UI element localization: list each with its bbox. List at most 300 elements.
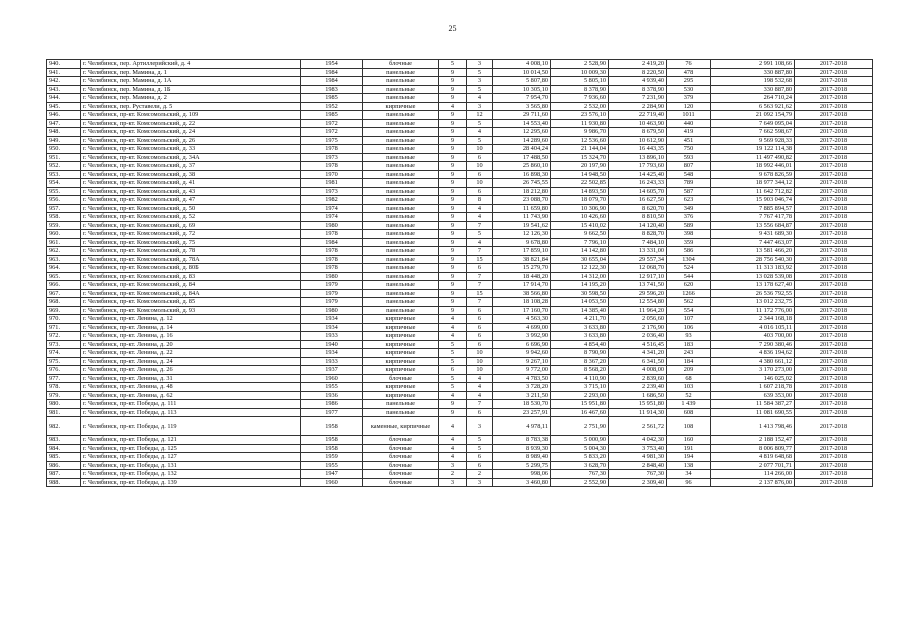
total-area-cell: 25 860,10 (493, 162, 551, 171)
floors-cell: 4 (439, 323, 467, 332)
cost-cell: 4 016 105,11 (711, 323, 795, 332)
address-cell: г. Челябинск, пр-кт. Комсомольский, д. 26 (81, 136, 301, 145)
year-built-cell: 1960 (301, 478, 363, 487)
entrances-cell: 10 (467, 179, 493, 188)
year-built-cell: 1980 (301, 272, 363, 281)
year-built-cell: 1984 (301, 77, 363, 86)
year-built-cell: 1933 (301, 332, 363, 341)
table-row (47, 179, 873, 188)
residential-area-cell: 4 981,30 (609, 453, 667, 462)
entrances-cell: 3 (467, 417, 493, 436)
wall-material-cell: панельные (363, 179, 439, 188)
residential-area-cell: 14 605,70 (609, 187, 667, 196)
residents-cell: 544 (667, 272, 711, 281)
entrances-cell: 5 (467, 68, 493, 77)
residential-area-cell: 29 596,20 (609, 289, 667, 298)
total-area-cell: 6 696,90 (493, 340, 551, 349)
living-area-cell: 14 053,50 (551, 298, 609, 307)
floors-cell: 4 (439, 444, 467, 453)
floors-cell: 4 (439, 332, 467, 341)
entrances-cell: 8 (467, 196, 493, 205)
wall-material-cell: панельные (363, 162, 439, 171)
residents-cell: 349 (667, 204, 711, 213)
living-area-cell: 23 576,10 (551, 111, 609, 120)
year-built-cell: 1985 (301, 111, 363, 120)
period-cell: 2017-2018 (795, 374, 873, 383)
floors-cell: 9 (439, 136, 467, 145)
year-built-cell: 1977 (301, 408, 363, 417)
year-built-cell: 1937 (301, 366, 363, 375)
living-area-cell: 2 552,90 (551, 478, 609, 487)
residential-area-cell: 4 042,30 (609, 436, 667, 445)
residents-cell: 398 (667, 230, 711, 239)
living-area-cell: 5 805,10 (551, 77, 609, 86)
residential-area-cell: 8 620,70 (609, 204, 667, 213)
table-row (47, 60, 873, 69)
living-area-cell: 3 633,80 (551, 332, 609, 341)
row-number: 940. (47, 60, 81, 69)
wall-material-cell: панельные (363, 306, 439, 315)
year-built-cell: 1934 (301, 315, 363, 324)
wall-material-cell: панельные (363, 77, 439, 86)
total-area-cell: 18 108,28 (493, 298, 551, 307)
table-row (47, 221, 873, 230)
residents-cell: 68 (667, 374, 711, 383)
residential-area-cell: 22 719,40 (609, 111, 667, 120)
period-cell: 2017-2018 (795, 247, 873, 256)
residents-cell: 451 (667, 136, 711, 145)
entrances-cell: 2 (467, 470, 493, 479)
table-row (47, 196, 873, 205)
cost-cell: 2 188 152,47 (711, 436, 795, 445)
residential-area-cell: 767,30 (609, 470, 667, 479)
living-area-cell: 5 000,90 (551, 436, 609, 445)
cost-cell: 11 497 490,82 (711, 153, 795, 162)
living-area-cell: 14 385,40 (551, 306, 609, 315)
cost-cell: 7 649 095,04 (711, 119, 795, 128)
year-built-cell: 1975 (301, 136, 363, 145)
entrances-cell: 10 (467, 145, 493, 154)
residents-cell: 52 (667, 391, 711, 400)
wall-material-cell: панельные (363, 111, 439, 120)
entrances-cell: 7 (467, 272, 493, 281)
row-number: 966. (47, 281, 81, 290)
total-area-cell: 4 978,11 (493, 417, 551, 436)
cost-cell: 1 413 798,46 (711, 417, 795, 436)
residential-area-cell: 2 284,90 (609, 102, 667, 111)
living-area-cell: 30 655,04 (551, 255, 609, 264)
wall-material-cell: блочные (363, 470, 439, 479)
row-number: 981. (47, 408, 81, 417)
cost-cell: 198 532,68 (711, 77, 795, 86)
year-built-cell: 1970 (301, 170, 363, 179)
address-cell: г. Челябинск, пр-кт. Комсомольский, д. 84А (81, 289, 301, 298)
living-area-cell: 14 312,00 (551, 272, 609, 281)
entrances-cell: 15 (467, 289, 493, 298)
wall-material-cell: панельные (363, 213, 439, 222)
wall-material-cell: кирпичные (363, 340, 439, 349)
period-cell: 2017-2018 (795, 349, 873, 358)
residential-area-cell: 12 068,70 (609, 264, 667, 273)
table-row (47, 391, 873, 400)
residential-area-cell: 2 036,40 (609, 332, 667, 341)
wall-material-cell: кирпичные (363, 102, 439, 111)
row-number: 948. (47, 128, 81, 137)
entrances-cell: 5 (467, 119, 493, 128)
address-cell: г. Челябинск, пер. Мамина, д. 1А (81, 77, 301, 86)
floors-cell: 9 (439, 230, 467, 239)
total-area-cell: 38 566,80 (493, 289, 551, 298)
cost-cell: 19 122 114,38 (711, 145, 795, 154)
table-row (47, 77, 873, 86)
address-cell: г. Челябинск, пр-кт. Комсомольский, д. 47 (81, 196, 301, 205)
table-row (47, 119, 873, 128)
row-number: 988. (47, 478, 81, 487)
address-cell: г. Челябинск, пр-кт. Комсомольский, д. 72 (81, 230, 301, 239)
table-row (47, 255, 873, 264)
year-built-cell: 1958 (301, 417, 363, 436)
residential-area-cell: 2 839,60 (609, 374, 667, 383)
wall-material-cell: панельные (363, 247, 439, 256)
residents-cell: 1 439 (667, 400, 711, 409)
floors-cell: 9 (439, 119, 467, 128)
floors-cell: 5 (439, 383, 467, 392)
cost-cell: 9 569 928,33 (711, 136, 795, 145)
residents-cell: 103 (667, 383, 711, 392)
period-cell: 2017-2018 (795, 68, 873, 77)
wall-material-cell: кирпичные (363, 366, 439, 375)
entrances-cell: 5 (467, 85, 493, 94)
row-number: 965. (47, 272, 81, 281)
row-number: 967. (47, 289, 81, 298)
cost-cell: 13 012 232,75 (711, 298, 795, 307)
year-built-cell: 1955 (301, 383, 363, 392)
period-cell: 2017-2018 (795, 391, 873, 400)
row-number: 962. (47, 247, 81, 256)
living-area-cell: 8 568,20 (551, 366, 609, 375)
total-area-cell: 8 783,38 (493, 436, 551, 445)
table-row (47, 340, 873, 349)
table-row (47, 366, 873, 375)
residents-cell: 138 (667, 461, 711, 470)
period-cell: 2017-2018 (795, 470, 873, 479)
table-row (47, 332, 873, 341)
residents-cell: 608 (667, 408, 711, 417)
wall-material-cell: панельные (363, 289, 439, 298)
row-number: 975. (47, 357, 81, 366)
floors-cell: 9 (439, 272, 467, 281)
total-area-cell: 17 488,50 (493, 153, 551, 162)
row-number: 953. (47, 170, 81, 179)
floors-cell: 5 (439, 60, 467, 69)
address-cell: г. Челябинск, пр-кт. Победы, д. 119 (81, 417, 301, 436)
total-area-cell: 19 541,62 (493, 221, 551, 230)
period-cell: 2017-2018 (795, 332, 873, 341)
living-area-cell: 22 502,85 (551, 179, 609, 188)
row-number: 955. (47, 187, 81, 196)
cost-cell: 13 556 684,87 (711, 221, 795, 230)
address-cell: г. Челябинск, пр-кт. Ленина, д. 62 (81, 391, 301, 400)
address-cell: г. Челябинск, пр-кт. Ленина, д. 31 (81, 374, 301, 383)
wall-material-cell: кирпичные (363, 332, 439, 341)
living-area-cell: 10 306,90 (551, 204, 609, 213)
row-number: 943. (47, 85, 81, 94)
floors-cell: 4 (439, 315, 467, 324)
living-area-cell: 9 986,70 (551, 128, 609, 137)
address-cell: г. Челябинск, пр-кт. Ленина, д. 14 (81, 323, 301, 332)
address-cell: г. Челябинск, пр-кт. Победы, д. 121 (81, 436, 301, 445)
address-cell: г. Челябинск, пр-кт. Комсомольский, д. 50 (81, 204, 301, 213)
entrances-cell: 10 (467, 349, 493, 358)
entrances-cell: 5 (467, 436, 493, 445)
cost-cell: 146 025,02 (711, 374, 795, 383)
address-cell: г. Челябинск, пр-кт. Победы, д. 111 (81, 400, 301, 409)
floors-cell: 9 (439, 221, 467, 230)
total-area-cell: 18 530,70 (493, 400, 551, 409)
residential-area-cell: 13 896,10 (609, 153, 667, 162)
cost-cell: 8 006 809,77 (711, 444, 795, 453)
living-area-cell: 4 110,90 (551, 374, 609, 383)
entrances-cell: 6 (467, 306, 493, 315)
entrances-cell: 6 (467, 323, 493, 332)
table-row (47, 461, 873, 470)
total-area-cell: 7 954,70 (493, 94, 551, 103)
row-number: 976. (47, 366, 81, 375)
address-cell: г. Челябинск, пр-кт. Комсомольский, д. 33 (81, 145, 301, 154)
period-cell: 2017-2018 (795, 417, 873, 436)
year-built-cell: 1936 (301, 391, 363, 400)
table-row (47, 444, 873, 453)
table-row (47, 272, 873, 281)
address-cell: г. Челябинск, пр-кт. Ленина, д. 24 (81, 357, 301, 366)
year-built-cell: 1933 (301, 357, 363, 366)
entrances-cell: 5 (467, 444, 493, 453)
entrances-cell: 3 (467, 77, 493, 86)
residential-area-cell: 12 554,80 (609, 298, 667, 307)
residents-cell: 376 (667, 213, 711, 222)
cost-cell: 11 584 387,27 (711, 400, 795, 409)
residential-area-cell: 14 120,40 (609, 221, 667, 230)
address-cell: г. Челябинск, пр-кт. Комсомольский, д. 34А (81, 153, 301, 162)
period-cell: 2017-2018 (795, 298, 873, 307)
entrances-cell: 15 (467, 255, 493, 264)
year-built-cell: 1978 (301, 162, 363, 171)
cost-cell: 264 710,24 (711, 94, 795, 103)
wall-material-cell: блочные (363, 60, 439, 69)
total-area-cell: 4 008,10 (493, 60, 551, 69)
entrances-cell: 10 (467, 162, 493, 171)
living-area-cell: 14 195,20 (551, 281, 609, 290)
address-cell: г. Челябинск, пр-кт. Комсомольский, д. 109 (81, 111, 301, 120)
total-area-cell: 3 992,90 (493, 332, 551, 341)
address-cell: г. Челябинск, пр-кт. Победы, д. 132 (81, 470, 301, 479)
address-cell: г. Челябинск, пр-кт. Комсомольский, д. 93 (81, 306, 301, 315)
entrances-cell: 6 (467, 461, 493, 470)
total-area-cell: 3 728,20 (493, 383, 551, 392)
table-row (47, 247, 873, 256)
floors-cell: 4 (439, 391, 467, 400)
year-built-cell: 1984 (301, 68, 363, 77)
period-cell: 2017-2018 (795, 255, 873, 264)
living-area-cell: 3 715,10 (551, 383, 609, 392)
residential-area-cell: 4 516,45 (609, 340, 667, 349)
cost-cell: 13 028 539,08 (711, 272, 795, 281)
total-area-cell: 4 563,30 (493, 315, 551, 324)
living-area-cell: 14 948,50 (551, 170, 609, 179)
residential-area-cell: 29 557,34 (609, 255, 667, 264)
wall-material-cell: кирпичные (363, 357, 439, 366)
period-cell: 2017-2018 (795, 461, 873, 470)
cost-cell: 114 266,00 (711, 470, 795, 479)
residents-cell: 419 (667, 128, 711, 137)
floors-cell: 5 (439, 349, 467, 358)
address-cell: г. Челябинск, пр-кт. Комсомольский, д. 22 (81, 119, 301, 128)
floors-cell: 9 (439, 85, 467, 94)
floors-cell: 9 (439, 196, 467, 205)
total-area-cell: 5 299,75 (493, 461, 551, 470)
cost-cell: 13 178 627,40 (711, 281, 795, 290)
period-cell: 2017-2018 (795, 272, 873, 281)
residents-cell: 34 (667, 470, 711, 479)
address-cell: г. Челябинск, пр-кт. Комсомольский, д. 78 (81, 247, 301, 256)
table-row (47, 417, 873, 436)
address-cell: г. Челябинск, пр-кт. Комсомольский, д. 80Б (81, 264, 301, 273)
address-cell: г. Челябинск, пр-кт. Комсомольский, д. 75 (81, 238, 301, 247)
period-cell: 2017-2018 (795, 179, 873, 188)
cost-cell: 4 819 648,68 (711, 453, 795, 462)
table-row (47, 153, 873, 162)
floors-cell: 9 (439, 247, 467, 256)
living-area-cell: 18 079,70 (551, 196, 609, 205)
entrances-cell: 4 (467, 374, 493, 383)
residents-cell: 562 (667, 298, 711, 307)
address-cell: г. Челябинск, пер. Мамина, д. 2 (81, 94, 301, 103)
row-number: 978. (47, 383, 81, 392)
residential-area-cell: 2 176,90 (609, 323, 667, 332)
total-area-cell: 18 448,20 (493, 272, 551, 281)
residential-area-cell: 14 425,40 (609, 170, 667, 179)
total-area-cell: 17 859,10 (493, 247, 551, 256)
cost-cell: 9 431 689,30 (711, 230, 795, 239)
cost-cell: 11 642 712,82 (711, 187, 795, 196)
address-cell: г. Челябинск, пр-кт. Комсомольский, д. 85 (81, 298, 301, 307)
period-cell: 2017-2018 (795, 357, 873, 366)
residential-area-cell: 8 828,70 (609, 230, 667, 239)
period-cell: 2017-2018 (795, 204, 873, 213)
address-cell: г. Челябинск, пр-кт. Комсомольский, д. 37 (81, 162, 301, 171)
total-area-cell: 9 772,00 (493, 366, 551, 375)
living-area-cell: 14 142,80 (551, 247, 609, 256)
wall-material-cell: панельные (363, 230, 439, 239)
floors-cell: 9 (439, 68, 467, 77)
residential-area-cell: 12 917,10 (609, 272, 667, 281)
entrances-cell: 6 (467, 408, 493, 417)
year-built-cell: 1985 (301, 94, 363, 103)
residents-cell: 478 (667, 68, 711, 77)
period-cell: 2017-2018 (795, 478, 873, 487)
living-area-cell: 20 197,90 (551, 162, 609, 171)
year-built-cell: 1955 (301, 461, 363, 470)
year-built-cell: 1981 (301, 179, 363, 188)
table-row (47, 264, 873, 273)
floors-cell: 9 (439, 264, 467, 273)
table-row (47, 213, 873, 222)
address-cell: г. Челябинск, пр-кт. Комсомольский, д. 43 (81, 187, 301, 196)
address-cell: г. Челябинск, пр-кт. Победы, д. 113 (81, 408, 301, 417)
cost-cell: 11 081 690,55 (711, 408, 795, 417)
total-area-cell: 12 295,60 (493, 128, 551, 137)
year-built-cell: 1980 (301, 221, 363, 230)
floors-cell: 9 (439, 153, 467, 162)
wall-material-cell: блочные (363, 374, 439, 383)
floors-cell: 9 (439, 298, 467, 307)
living-area-cell: 15 951,80 (551, 400, 609, 409)
wall-material-cell: кирпичные (363, 315, 439, 324)
address-cell: г. Челябинск, пр-кт. Победы, д. 125 (81, 444, 301, 453)
living-area-cell: 30 598,50 (551, 289, 609, 298)
residential-area-cell: 16 627,50 (609, 196, 667, 205)
floors-cell: 9 (439, 94, 467, 103)
floors-cell: 9 (439, 162, 467, 171)
living-area-cell: 4 211,70 (551, 315, 609, 324)
row-number: 971. (47, 323, 81, 332)
period-cell: 2017-2018 (795, 119, 873, 128)
entrances-cell: 4 (467, 213, 493, 222)
residents-cell: 184 (667, 357, 711, 366)
floors-cell: 2 (439, 470, 467, 479)
year-built-cell: 1980 (301, 306, 363, 315)
residential-area-cell: 8 679,50 (609, 128, 667, 137)
cost-cell: 6 563 921,62 (711, 102, 795, 111)
period-cell: 2017-2018 (795, 281, 873, 290)
cost-cell: 15 903 046,74 (711, 196, 795, 205)
address-cell: г. Челябинск, пр-кт. Комсомольский, д. 41 (81, 179, 301, 188)
period-cell: 2017-2018 (795, 153, 873, 162)
total-area-cell: 14 289,60 (493, 136, 551, 145)
row-number: 954. (47, 179, 81, 188)
entrances-cell: 10 (467, 366, 493, 375)
address-cell: г. Челябинск, пр-кт. Ленина, д. 20 (81, 340, 301, 349)
floors-cell: 9 (439, 187, 467, 196)
residents-cell: 120 (667, 102, 711, 111)
row-number: 983. (47, 436, 81, 445)
row-number: 979. (47, 391, 81, 400)
cost-cell: 330 887,80 (711, 85, 795, 94)
residents-cell: 183 (667, 340, 711, 349)
living-area-cell: 767,30 (551, 470, 609, 479)
entrances-cell: 6 (467, 170, 493, 179)
table-row (47, 436, 873, 445)
entrances-cell: 6 (467, 187, 493, 196)
residential-area-cell: 15 951,80 (609, 400, 667, 409)
residents-cell: 620 (667, 281, 711, 290)
living-area-cell: 8 790,90 (551, 349, 609, 358)
cost-cell: 9 678 826,59 (711, 170, 795, 179)
residents-cell: 587 (667, 187, 711, 196)
residential-area-cell: 4 341,20 (609, 349, 667, 358)
address-cell: г. Челябинск, пр-кт. Ленина, д. 12 (81, 315, 301, 324)
living-area-cell: 8 367,20 (551, 357, 609, 366)
wall-material-cell: панельные (363, 94, 439, 103)
entrances-cell: 4 (467, 128, 493, 137)
period-cell: 2017-2018 (795, 170, 873, 179)
living-area-cell: 9 662,50 (551, 230, 609, 239)
cost-cell: 2 077 701,71 (711, 461, 795, 470)
cost-cell: 4 836 194,62 (711, 349, 795, 358)
floors-cell: 9 (439, 408, 467, 417)
entrances-cell: 6 (467, 453, 493, 462)
address-cell: г. Челябинск, пер. Руставели, д. 5 (81, 102, 301, 111)
